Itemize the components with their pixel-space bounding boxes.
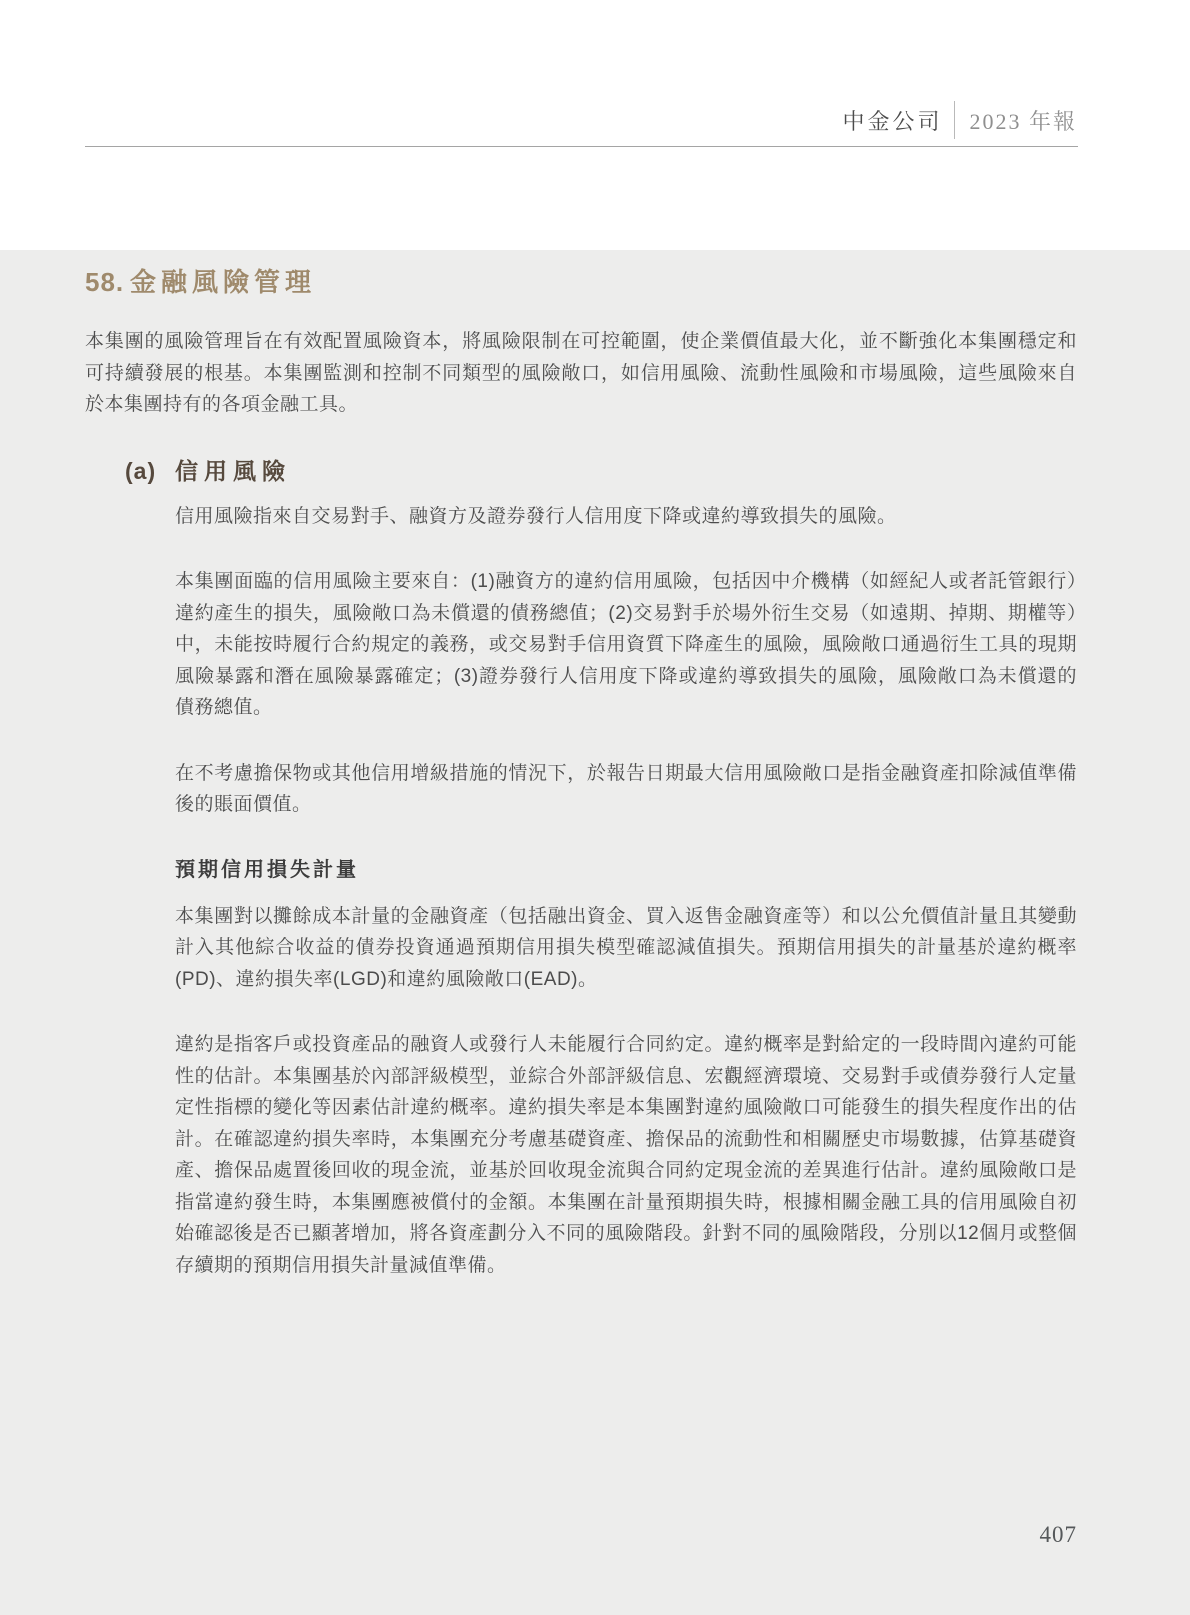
page-number: 407 bbox=[1039, 1522, 1077, 1547]
section-number: 58. bbox=[85, 267, 125, 297]
report-edition: 2023 年報 bbox=[969, 108, 1077, 134]
credit-risk-paragraph-1: 信用風險指來自交易對手、融資方及證券發行人信用度下降或違約導致損失的風險。 bbox=[175, 505, 897, 527]
subsection-title-text: 信用風險 bbox=[175, 457, 291, 484]
section-intro-paragraph: 本集團的風險管理旨在有效配置風險資本，將風險限制在可控範圍，使企業價值最大化，並不斷強化本集團穩定和可持續發展的根基。本集團監測和控制不同類型的風險敞口，如信用風險、流動性風險和市場風險，這些風險來自於本集團持有的各項金融工具。 bbox=[85, 331, 1077, 415]
content-area bbox=[0, 250, 1190, 1615]
subsection-heading bbox=[125, 455, 1077, 487]
ecl-paragraph-1: 本集團對以攤餘成本計量的金融資產（包括融出資金、買入返售金融資產等）和以公允價值計量且其變動計入其他綜合收益的債券投資通過預期信用損失模型確認減值損失。預期信用損失的計量基於違約概率(PD)、違約損失率(LGD)和違約風險敞口(EAD)。 bbox=[175, 905, 1077, 990]
header-divider bbox=[954, 101, 955, 139]
subsection-credit-risk bbox=[125, 455, 1077, 1282]
credit-risk-paragraph-3: 在不考慮擔保物或其他信用增級措施的情況下，於報告日期最大信用風險敞口是指金融資產扣除減值準備後的賬面價值。 bbox=[175, 762, 1077, 815]
section-title bbox=[85, 264, 1077, 300]
page-header bbox=[842, 101, 1077, 139]
subsection-label: (a) bbox=[125, 457, 157, 484]
header-rule bbox=[85, 146, 1078, 147]
credit-risk-paragraph-2: 本集團面臨的信用風險主要來自：(1)融資方的違約信用風險，包括因中介機構（如經紀人或者託管銀行）違約產生的損失，風險敞口為未償還的債務總值；(2)交易對手於場外衍生交易（如遠期、掉期、期權等）中，未能按時履行合約規定的義務，或交易對手信用資質下降產生的風險，風險敞口通過衍生工具的現期風險暴露和潛在風險暴露確定；(3)證券發行人信用度下降或違約導致損失的風險，風險敞口為未償還的債務總值。 bbox=[175, 571, 1077, 718]
company-name: 中金公司 bbox=[842, 108, 943, 134]
ecl-measurement-heading: 預期信用損失計量 bbox=[175, 858, 359, 881]
ecl-paragraph-2: 違約是指客戶或投資產品的融資人或發行人未能履行合同約定。違約概率是對給定的一段時間內違約可能性的估計。本集團基於內部評級模型，並綜合外部評級信息、宏觀經濟環境、交易對手或債券發行人定量定性指標的變化等因素估計違約概率。違約損失率是本集團對違約風險敞口可能發生的損失程度作出的估計。在確認違約損失率時，本集團充分考慮基礎資產、擔保品的流動性和相關歷史市場數據，估算基礎資產、擔保品處置後回收的現金流，並基於回收現金流與合同約定現金流的差異進行估計。違約風險敞口是指當違約發生時，本集團應被償付的金額。本集團在計量預期損失時，根據相關金融工具的信用風險自初始確認後是否已顯著增加，將各資產劃分入不同的風險階段。針對不同的風險階段，分別以12個月或整個存續期的預期信用損失計量減值準備。 bbox=[175, 1034, 1077, 1276]
section-title-text: 金融風險管理 bbox=[130, 267, 317, 297]
